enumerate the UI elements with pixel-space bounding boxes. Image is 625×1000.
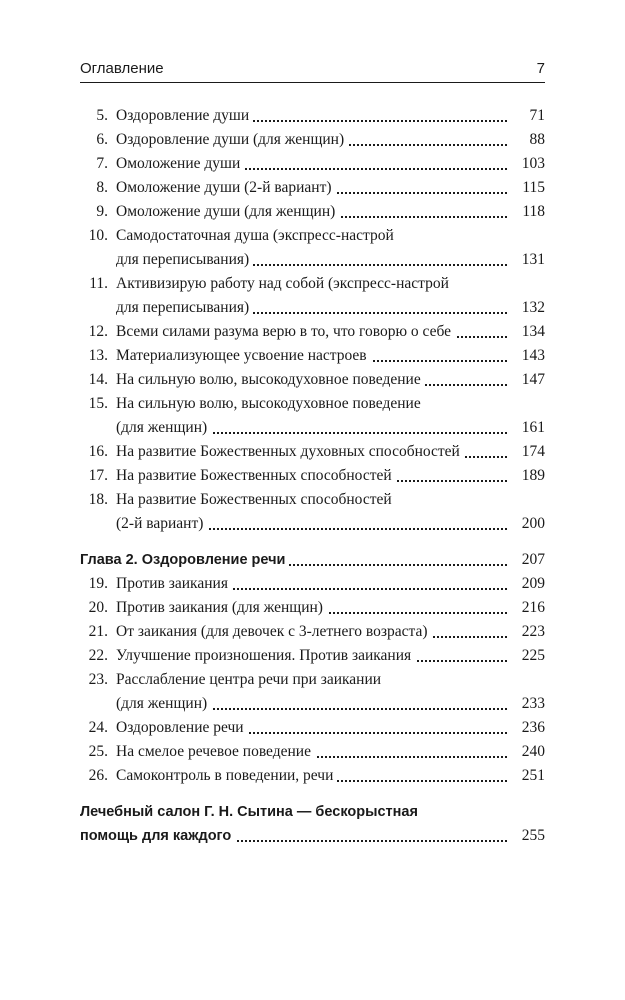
toc-entry-title — [116, 248, 545, 272]
toc-page-number: 209 — [518, 572, 545, 596]
toc-page-number: 189 — [518, 464, 545, 488]
toc-entry-number: 8. — [96, 179, 108, 196]
toc-entry-title — [116, 320, 545, 344]
toc-chapter-line — [80, 548, 545, 572]
toc-entry-number: 18. — [88, 491, 108, 508]
toc-entry-title — [116, 104, 545, 128]
toc-text: Глава 2. Оздоровление речи — [80, 552, 289, 568]
toc-entry-number: 11. — [89, 275, 108, 292]
toc-entry-number: 16. — [88, 443, 108, 460]
toc-entry-title — [116, 440, 545, 464]
toc-entry-line — [80, 512, 545, 536]
toc-entry-title — [116, 176, 545, 200]
running-header — [80, 56, 545, 83]
toc-entry-title — [116, 692, 545, 716]
toc-entry-line — [80, 740, 545, 764]
toc-page-number: 115 — [518, 176, 545, 200]
toc-entry-number: 25. — [88, 743, 108, 760]
page-number: 7 — [536, 60, 545, 77]
toc-entry-line — [80, 344, 545, 368]
toc-entry-title — [116, 344, 545, 368]
toc-page-number: 161 — [518, 416, 545, 440]
toc-entry-line — [80, 296, 545, 320]
running-header-title: Оглавление — [80, 60, 164, 77]
toc-page-number: 240 — [518, 740, 545, 764]
toc-page-number: 134 — [518, 320, 545, 344]
toc-text: На сильную волю, высокодуховное поведение — [116, 395, 425, 412]
toc-page-number: 251 — [518, 764, 545, 788]
toc-entry-line — [80, 644, 545, 668]
toc-text: Оздоровление души (для женщин) — [116, 131, 348, 148]
toc-entry-number: 5. — [96, 107, 108, 124]
toc-page-number: 147 — [518, 368, 545, 392]
toc-text: Против заикания — [116, 575, 232, 592]
toc-entry-title — [116, 368, 545, 392]
toc-text: Против заикания (для женщин) — [116, 599, 327, 616]
toc-entry-title — [116, 416, 545, 440]
toc-entry-title — [116, 128, 545, 152]
toc-entry-title — [116, 740, 545, 764]
toc-page-number: 255 — [518, 824, 545, 848]
toc-entry-title — [116, 572, 545, 596]
toc-text: Лечебный салон Г. Н. Сытина — бескорыстная — [80, 804, 422, 820]
toc-page-number: 132 — [518, 296, 545, 320]
toc-page-number: 233 — [518, 692, 545, 716]
section-gap — [80, 536, 545, 548]
toc-entry-line — [80, 692, 545, 716]
toc-entry-line — [80, 392, 545, 416]
toc-text: На развитие Божественных духовных способностей — [116, 443, 464, 460]
toc-entry-number: 12. — [88, 323, 108, 340]
toc-page-number: 225 — [518, 644, 545, 668]
toc-entry-number: 24. — [88, 719, 108, 736]
toc-text: (для женщин) — [116, 419, 211, 436]
toc-entry-title — [116, 620, 545, 644]
toc-chapter-title — [80, 548, 545, 572]
toc-page-number: 131 — [518, 248, 545, 272]
toc-entry-line — [80, 620, 545, 644]
toc-entry-number: 19. — [88, 575, 108, 592]
toc-entry-number: 10. — [88, 227, 108, 244]
toc-entry-line — [80, 176, 545, 200]
toc-page-number: 118 — [518, 200, 545, 224]
toc-entry-number: 21. — [88, 623, 108, 640]
toc-entry-line — [80, 764, 545, 788]
toc-entry-line — [80, 224, 545, 248]
toc-text: Омоложение души (2-й вариант) — [116, 179, 336, 196]
toc-entry-line — [80, 272, 545, 296]
toc-chapter-line — [80, 800, 545, 824]
toc-entry-line — [80, 572, 545, 596]
toc-entry-title — [116, 224, 545, 248]
toc-entry-title — [116, 200, 545, 224]
toc-page-number: 207 — [518, 548, 545, 572]
toc-text: (для женщин) — [116, 695, 211, 712]
toc-text: Омоложение души — [116, 155, 244, 172]
toc-page-number: 103 — [518, 152, 545, 176]
toc-entry-line — [80, 440, 545, 464]
toc-entry-line — [80, 104, 545, 128]
toc-text: Самодостаточная душа (экспресс-настрой — [116, 227, 398, 244]
toc-entry-line — [80, 596, 545, 620]
section-gap — [80, 788, 545, 800]
toc-entry-line — [80, 416, 545, 440]
toc-text: Улучшение произношения. Против заикания — [116, 647, 415, 664]
toc-text: Материализующее усвоение настроев — [116, 347, 371, 364]
toc-entry-line — [80, 668, 545, 692]
toc-text: Оздоровление души — [116, 107, 253, 124]
toc-entry-title — [116, 488, 545, 512]
toc-entry-line — [80, 152, 545, 176]
toc-entry-number: 9. — [96, 203, 108, 220]
toc-text: (2-й вариант) — [116, 515, 207, 532]
toc-entry-line — [80, 464, 545, 488]
toc-entry-title — [116, 716, 545, 740]
toc-text: для переписывания) — [116, 299, 253, 316]
toc-entry-number: 17. — [88, 467, 108, 484]
table-of-contents — [80, 104, 545, 848]
toc-entry-title — [116, 596, 545, 620]
toc-text: На развитие Божественных способностей — [116, 491, 396, 508]
toc-text: Омоложение души (для женщин) — [116, 203, 339, 220]
toc-entry-line — [80, 320, 545, 344]
toc-entry-title — [116, 764, 545, 788]
toc-chapter-title — [80, 800, 545, 824]
toc-entry-title — [116, 464, 545, 488]
toc-page-number: 174 — [518, 440, 545, 464]
toc-entry-title — [116, 392, 545, 416]
toc-text: От заикания (для девочек с 3-летнего возраста) — [116, 623, 432, 640]
toc-entry-number: 13. — [88, 347, 108, 364]
toc-text: для переписывания) — [116, 251, 253, 268]
toc-entry-title — [116, 644, 545, 668]
toc-chapter-title — [80, 824, 545, 848]
toc-entry-number: 26. — [88, 767, 108, 784]
toc-page-number: 88 — [526, 128, 546, 152]
toc-entry-number: 15. — [88, 395, 108, 412]
toc-entry-number: 20. — [88, 599, 108, 616]
toc-text: Активизирую работу над собой (экспресс-настрой — [116, 275, 453, 292]
toc-entry-line — [80, 368, 545, 392]
toc-page-number: 200 — [518, 512, 545, 536]
toc-text: На смелое речевое поведение — [116, 743, 315, 760]
toc-entry-number: 22. — [88, 647, 108, 664]
toc-entry-number: 7. — [96, 155, 108, 172]
toc-entry-line — [80, 488, 545, 512]
toc-page-number: 143 — [518, 344, 545, 368]
toc-page-number: 236 — [518, 716, 545, 740]
toc-text: Всеми силами разума верю в то, что говорю о себе — [116, 323, 455, 340]
toc-text: На развитие Божественных способностей — [116, 467, 396, 484]
toc-entry-line — [80, 716, 545, 740]
toc-entry-number: 23. — [88, 671, 108, 688]
toc-text: Расслабление центра речи при заикании — [116, 671, 385, 688]
toc-entry-line — [80, 128, 545, 152]
toc-text: помощь для каждого — [80, 828, 235, 844]
toc-text: Самоконтроль в поведении, речи — [116, 767, 337, 784]
toc-entry-title — [116, 668, 545, 692]
toc-text: На сильную волю, высокодуховное поведение — [116, 371, 425, 388]
toc-entry-line — [80, 248, 545, 272]
toc-entry-line — [80, 200, 545, 224]
toc-text: Оздоровление речи — [116, 719, 248, 736]
toc-chapter-line — [80, 824, 545, 848]
toc-entry-number: 14. — [88, 371, 108, 388]
toc-page-number: 216 — [518, 596, 545, 620]
toc-entry-title — [116, 296, 545, 320]
toc-page-number: 71 — [526, 104, 546, 128]
toc-entry-title — [116, 512, 545, 536]
toc-entry-number: 6. — [96, 131, 108, 148]
toc-entry-title — [116, 152, 545, 176]
toc-page-number: 223 — [518, 620, 545, 644]
toc-entry-title — [116, 272, 545, 296]
